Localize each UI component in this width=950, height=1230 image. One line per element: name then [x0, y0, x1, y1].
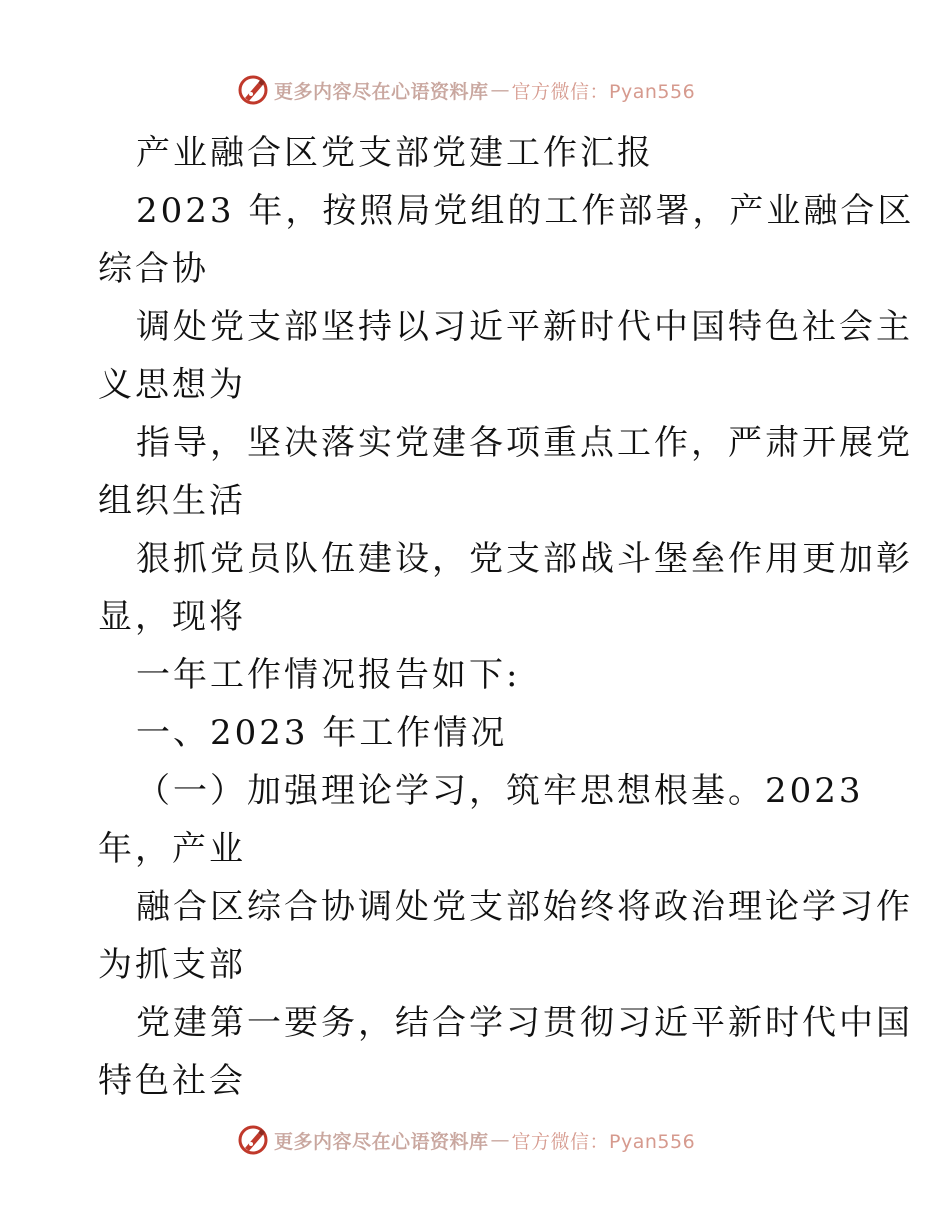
paragraph-line: 狠抓党员队伍建设，党支部战斗堡垒作用更加彰 — [136, 539, 913, 579]
paragraph-line: 党建第一要务，结合学习贯彻习近平新时代中国 — [136, 1003, 913, 1043]
watermark-text: 更多内容尽在心语资料库 — [274, 1130, 489, 1153]
document-body — [98, 124, 915, 1110]
paragraph-line: 指导，坚决落实党建各项重点工作，严肃开展党 — [136, 423, 913, 463]
subsection-heading: （一）加强理论学习，筑牢思想根基。2023 — [136, 771, 864, 811]
section-heading: 一、2023 年工作情况 — [136, 713, 508, 753]
footer-watermark — [236, 1122, 695, 1158]
paragraph-line: 特色社会 — [98, 1061, 246, 1101]
paragraph-line: 2023 年，按照局党组的工作部署，产业融合区 — [136, 191, 915, 231]
paragraph-line: 综合协 — [98, 249, 209, 289]
paragraph-line: 义思想为 — [98, 365, 246, 405]
pen-logo-icon — [236, 73, 270, 107]
paragraph-line: 调处党支部坚持以习近平新时代中国特色社会主 — [136, 307, 913, 347]
header-watermark — [236, 72, 695, 108]
watermark-dash: — — [490, 79, 510, 101]
paragraph-line: 组织生活 — [98, 481, 246, 521]
paragraph-line: 一年工作情况报告如下: — [136, 655, 521, 695]
watermark-contact: 官方微信：Pyan556 — [511, 1130, 696, 1153]
paragraph-line: 显，现将 — [98, 597, 246, 637]
watermark-dash: — — [490, 1129, 510, 1151]
document-title: 产业融合区党支部党建工作汇报 — [136, 133, 654, 173]
paragraph-line: 为抓支部 — [98, 945, 246, 985]
watermark-text: 更多内容尽在心语资料库 — [274, 80, 489, 103]
paragraph-line: 融合区综合协调处党支部始终将政治理论学习作 — [136, 887, 913, 927]
watermark-contact: 官方微信：Pyan556 — [511, 80, 696, 103]
paragraph-line: 年，产业 — [98, 829, 246, 869]
pen-logo-icon — [236, 1123, 270, 1157]
